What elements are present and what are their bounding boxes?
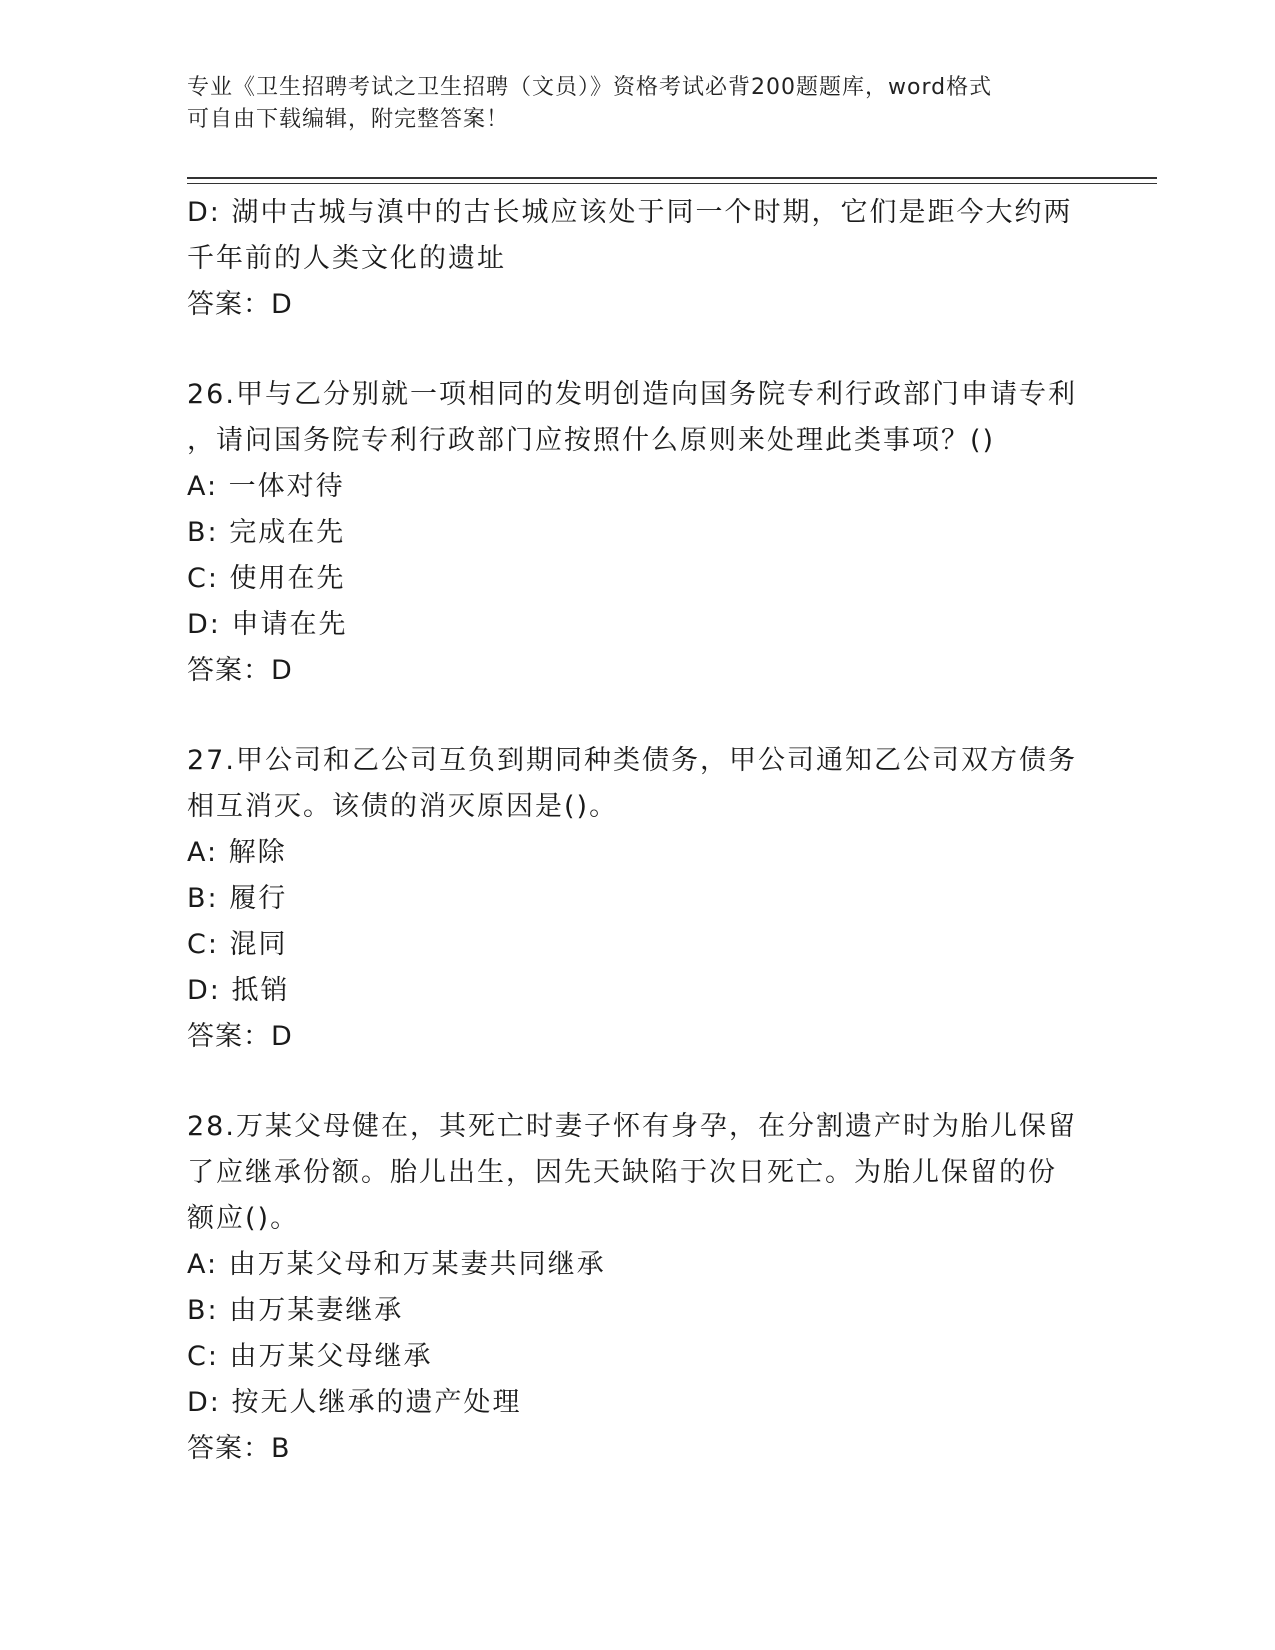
- answer-label: 答案：D: [187, 289, 293, 320]
- question-stem: 26.甲与乙分别就一项相同的发明创造向国务院专利行政部门申请专利: [187, 379, 1077, 410]
- header-line-2: 可自由下载编辑，附完整答案！: [187, 107, 510, 132]
- answer-label: 答案：B: [187, 1433, 291, 1464]
- question-27: [187, 738, 1087, 1060]
- question-stem: 27.甲公司和乙公司互负到期同种类债务，甲公司通知乙公司双方债务: [187, 745, 1077, 776]
- option-d: D: 申请在先: [187, 609, 348, 640]
- answer-label: 答案：D: [187, 1021, 293, 1052]
- question-28: [187, 1104, 1087, 1472]
- question-stem-continued: 相互消灭。该债的消灭原因是()。: [187, 791, 619, 822]
- question-26: [187, 372, 1087, 694]
- question-stem: 28.万某父母健在，其死亡时妻子怀有身孕，在分割遗产时为胎儿保留: [187, 1111, 1077, 1142]
- option-b: B: 由万某妻继承: [187, 1295, 404, 1326]
- header-divider: [187, 177, 1157, 184]
- question-stem-continued: 了应继承份额。胎儿出生，因先天缺陷于次日死亡。为胎儿保留的份: [187, 1157, 1057, 1188]
- question-25-tail: [187, 190, 1087, 328]
- question-list: [187, 190, 1087, 1472]
- option-d: D: 湖中古城与滇中的古长城应该处于同一个时期，它们是距今大约两: [187, 197, 1073, 228]
- spacer: [187, 694, 1087, 738]
- option-a: A: 解除: [187, 837, 287, 868]
- answer-label: 答案：D: [187, 655, 293, 686]
- document-header: [187, 72, 1067, 136]
- option-d-continued: 千年前的人类文化的遗址: [187, 243, 506, 274]
- option-c: C: 混同: [187, 929, 288, 960]
- option-b: B: 完成在先: [187, 517, 346, 548]
- option-c: C: 由万某父母继承: [187, 1341, 433, 1372]
- spacer: [187, 328, 1087, 372]
- option-d: D: 按无人继承的遗产处理: [187, 1387, 522, 1418]
- question-stem-continued: ，请问国务院专利行政部门应按照什么原则来处理此类事项？(): [187, 425, 996, 456]
- question-stem-continued: 额应()。: [187, 1203, 300, 1234]
- option-c: C: 使用在先: [187, 563, 346, 594]
- option-a: A: 一体对待: [187, 471, 345, 502]
- option-a: A: 由万某父母和万某妻共同继承: [187, 1249, 606, 1280]
- header-line-1: 专业《卫生招聘考试之卫生招聘（文员）》资格考试必背200题题库，word格式: [187, 75, 993, 100]
- option-d: D: 抵销: [187, 975, 290, 1006]
- spacer: [187, 1060, 1087, 1104]
- option-b: B: 履行: [187, 883, 288, 914]
